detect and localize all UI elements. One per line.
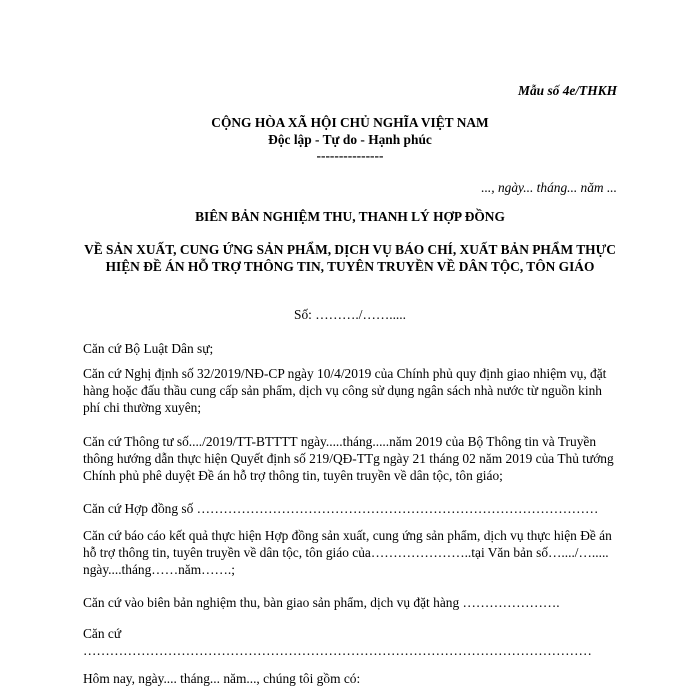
paragraph-report: Căn cứ báo cáo kết quả thực hiện Hợp đồng sản xuất, cung ứng sản phẩm, dịch vụ thực hiện Đề án hỗ trợ thông tin, tuyên truyền về dân tộc, tôn giáo của…………………..tại Văn bản số…..../…..... ngày....tháng……năm…….;	[83, 528, 612, 577]
paragraph-acceptance-record: Căn cứ vào biên bản nghiệm thu, bàn giao sản phẩm, dịch vụ đặt hàng ………………….	[83, 595, 560, 610]
paragraph-other-basis: Căn cứ ……………………………………………………………………………………………………	[83, 626, 592, 658]
header-separator: ---------------	[316, 148, 384, 163]
paragraph-circular: Căn cứ Thông tư số..../2019/TT-BTTTT ngày.....tháng.....năm 2019 của Bộ Thông tin và Truyền thông hướng dẫn thực hiện Quyết định số 219/QĐ-TTg ngày 21 tháng 02 năm 2019 của Thủ tướng Chính phủ phê duyệt Đề án hỗ trợ thông tin, tuyên truyền về dân tộc, tôn giáo;	[83, 434, 614, 483]
document-number: Số: ………./…….....	[294, 307, 406, 322]
national-title: CỘNG HÒA XÃ HỘI CHỦ NGHĨA VIỆT NAM	[211, 115, 489, 130]
paragraph-civil-code: Căn cứ Bộ Luật Dân sự;	[83, 341, 214, 356]
document-subtitle: VỀ SẢN XUẤT, CUNG ỨNG SẢN PHẨM, DỊCH VỤ BÁO CHÍ, XUẤT BẢN PHẨM THỰC HIỆN ĐỀ ÁN HỖ TRỢ THÔNG TIN, TUYÊN TRUYỀN VỀ DÂN TỘC, TÔN GIÁO	[84, 242, 616, 274]
form-number: Mẫu số 4e/THKH	[518, 83, 617, 98]
paragraph-decree: Căn cứ Nghị định số 32/2019/NĐ-CP ngày 10/4/2019 của Chính phủ quy định giao nhiệm vụ, đặt hàng hoặc đấu thầu cung cấp sản phẩm, dịch vụ công sử dụng ngân sách nhà nước từ nguồn kinh phí chi thường xuyên;	[83, 366, 607, 415]
paragraph-contract: Căn cứ Hợp đồng số ………………………………………………………………………………	[83, 501, 599, 516]
date-line: ..., ngày... tháng... năm ...	[481, 180, 617, 195]
national-motto: Độc lập - Tự do - Hạnh phúc	[268, 132, 432, 147]
document-title: BIÊN BẢN NGHIỆM THU, THANH LÝ HỢP ĐỒNG	[195, 209, 505, 224]
paragraph-today: Hôm nay, ngày.... tháng... năm..., chúng tôi gồm có:	[83, 671, 361, 686]
